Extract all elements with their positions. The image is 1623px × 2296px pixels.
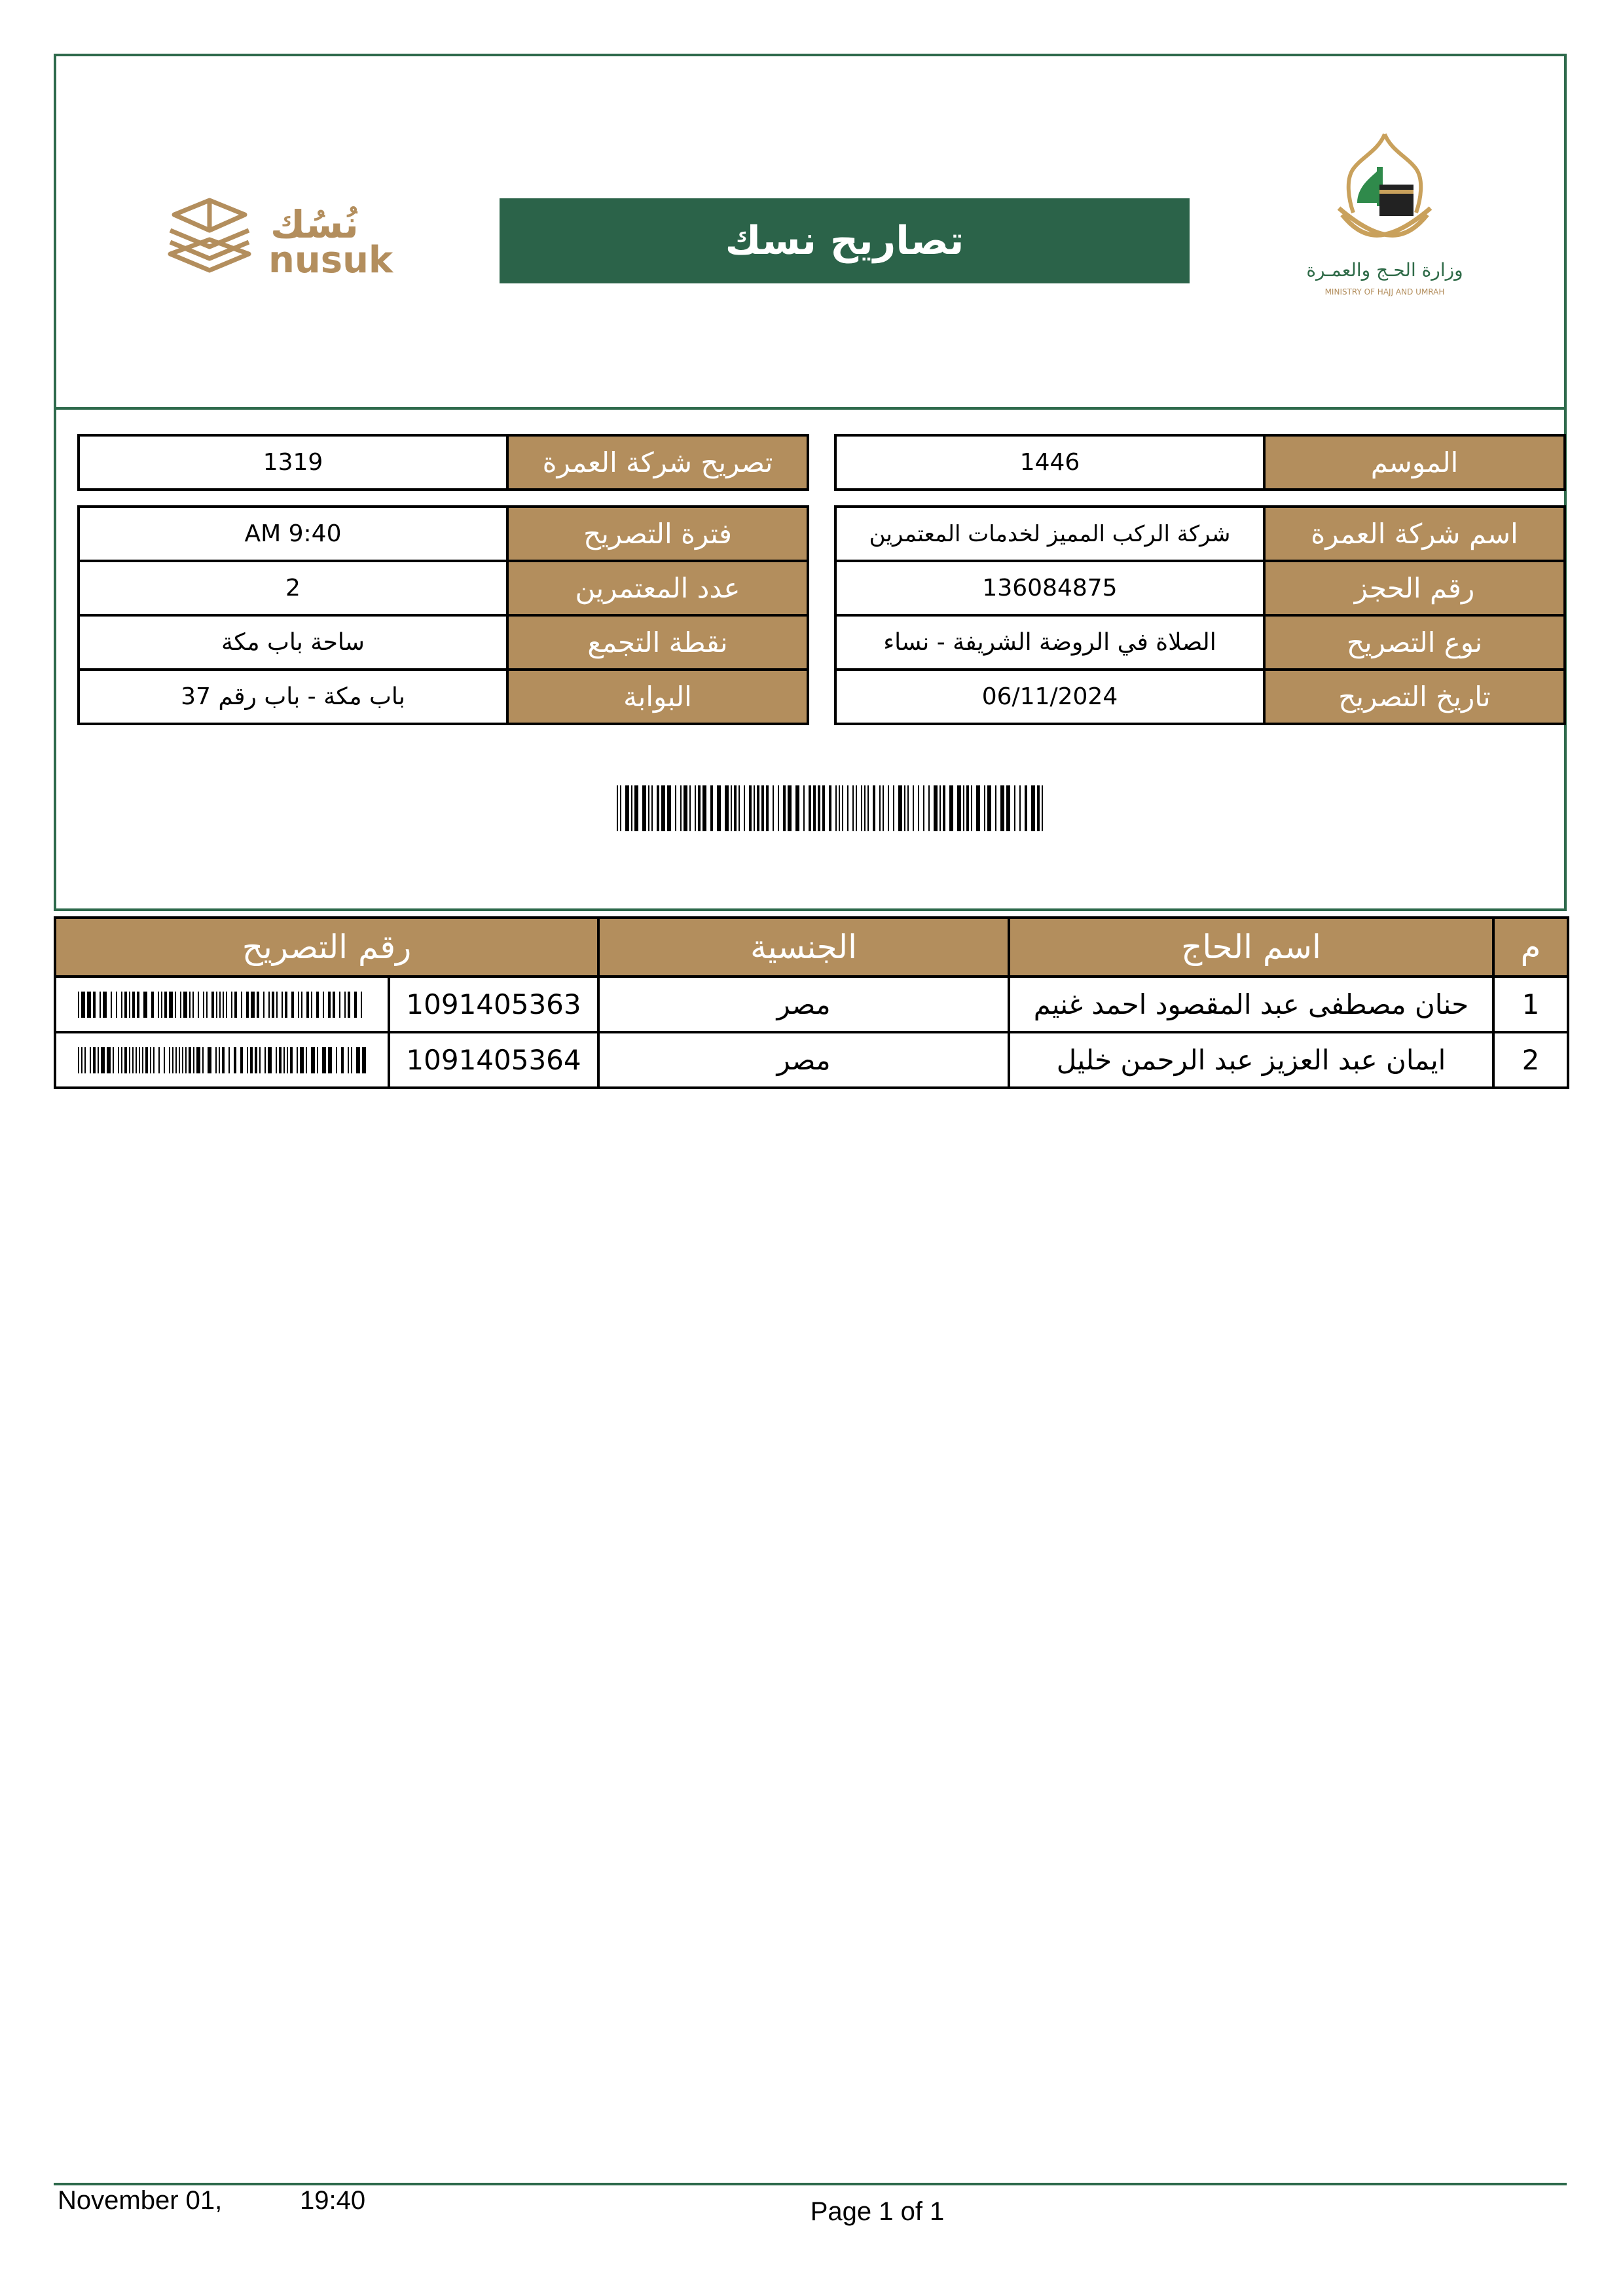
header-number: م — [1493, 918, 1568, 977]
permit-date-value: 06/11/2024 — [835, 670, 1264, 724]
info-row — [835, 435, 1565, 490]
main-barcode — [617, 785, 1044, 831]
header-nationality: الجنسية — [598, 918, 1009, 977]
season-label: الموسم — [1264, 435, 1565, 490]
gathering-point-label: نقطة التجمع — [507, 615, 808, 670]
permit-type-label: نوع التصريح — [1264, 615, 1565, 670]
pilgrims-table — [54, 916, 1569, 1089]
svg-text:نُسُك: نُسُك — [270, 202, 359, 247]
row-number: 1 — [1493, 977, 1568, 1032]
svg-text:وزارة الحـج والعمـرة: وزارة الحـج والعمـرة — [1306, 259, 1463, 281]
gate-label: البوابة — [507, 670, 808, 724]
permit-barcode — [78, 1047, 366, 1073]
nusuk-logo — [164, 182, 396, 280]
season-value: 1446 — [835, 435, 1264, 490]
table-row — [55, 977, 1568, 1032]
info-table-left-top — [77, 434, 809, 491]
ministry-logo — [1306, 131, 1463, 304]
permit-number: 1091405363 — [389, 977, 598, 1032]
gathering-point-value: ساحة باب مكة — [79, 615, 507, 670]
pilgrim-count-label: عدد المعتمرين — [507, 561, 808, 615]
info-table-right — [834, 505, 1566, 725]
info-table-left — [77, 505, 809, 725]
info-row — [79, 561, 808, 615]
permit-date-label: تاريخ التصريح — [1264, 670, 1565, 724]
company-permit-value: 1319 — [79, 435, 507, 490]
permit-period-label: فترة التصريح — [507, 507, 808, 561]
booking-number-label: رقم الحجز — [1264, 561, 1565, 615]
pilgrim-name: حنان مصطفى عبد المقصود احمد غنيم — [1009, 977, 1493, 1032]
info-row — [835, 615, 1565, 670]
company-permit-label: تصريح شركة العمرة — [507, 435, 808, 490]
footer-time: 19:40 — [300, 2186, 366, 2215]
info-row — [79, 615, 808, 670]
permit-barcode — [78, 992, 366, 1018]
footer-divider — [54, 2183, 1567, 2185]
page-number: Page 1 of 1 — [810, 2197, 945, 2226]
info-row — [835, 670, 1565, 724]
company-name-label: اسم شركة العمرة — [1264, 507, 1565, 561]
pilgrim-name: ايمان عبد العزيز عبد الرحمن خليل — [1009, 1032, 1493, 1088]
info-table-right-top — [834, 434, 1566, 491]
table-header-row — [55, 918, 1568, 977]
info-row — [835, 507, 1565, 561]
page-title: تصاريح نسك — [500, 198, 1190, 283]
header-divider — [54, 407, 1567, 410]
pilgrim-nationality: مصر — [598, 1032, 1009, 1088]
permit-barcode-cell — [55, 977, 389, 1032]
info-row — [835, 561, 1565, 615]
footer-date: November 01, — [58, 2186, 223, 2215]
gate-value: باب مكة - باب رقم 37 — [79, 670, 507, 724]
permit-number: 1091405364 — [389, 1032, 598, 1088]
svg-text:MINISTRY OF HAJJ AND UMRAH: MINISTRY OF HAJJ AND UMRAH — [1324, 287, 1445, 296]
svg-text:nusuk: nusuk — [268, 239, 393, 280]
table-row — [55, 1032, 1568, 1088]
info-row — [79, 435, 808, 490]
info-row — [79, 670, 808, 724]
row-number: 2 — [1493, 1032, 1568, 1088]
pilgrim-nationality: مصر — [598, 977, 1009, 1032]
pilgrim-count-value: 2 — [79, 561, 507, 615]
booking-number-value: 136084875 — [835, 561, 1264, 615]
permit-period-value: 9:40 AM — [79, 507, 507, 561]
permit-barcode-cell — [55, 1032, 389, 1088]
company-name-value: شركة الركب المميز لخدمات المعتمرين — [835, 507, 1264, 561]
permit-type-value: الصلاة في الروضة الشريفة - نساء — [835, 615, 1264, 670]
header-permit-number: رقم التصريح — [55, 918, 598, 977]
header-pilgrim-name: اسم الحاج — [1009, 918, 1493, 977]
info-row — [79, 507, 808, 561]
